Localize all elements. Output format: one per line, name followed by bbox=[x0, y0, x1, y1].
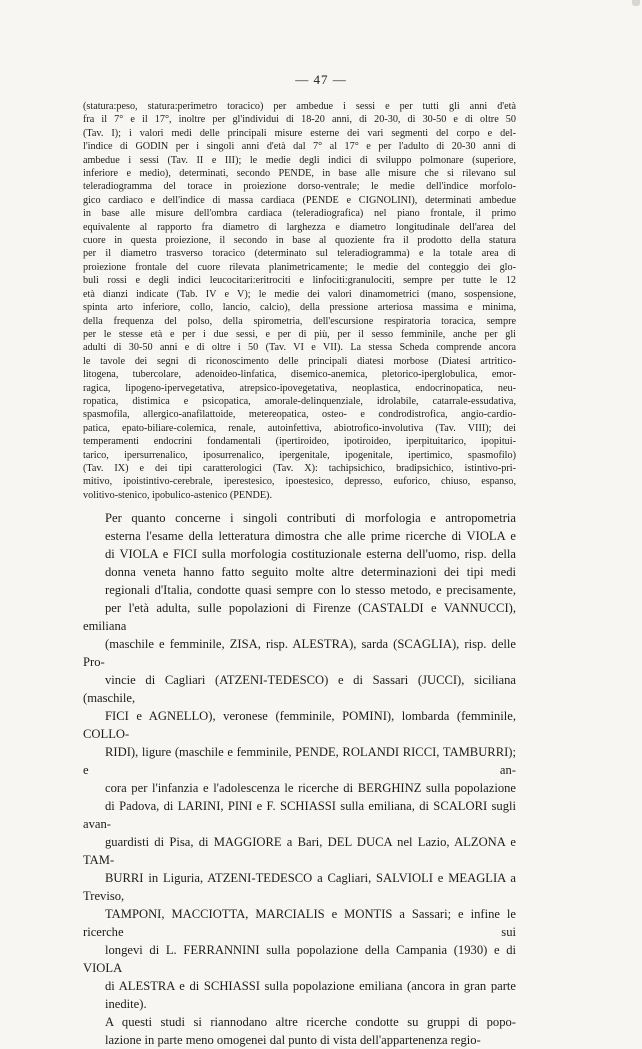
text-line: inferiore e medio), determinati, secondo PENDE, in base alle misure che si rilevano sul bbox=[83, 168, 516, 180]
page-corner-mark bbox=[632, 0, 640, 6]
text-line: RIDI), ligure (maschile e femminile, PENDE, ROLANDI RICCI, TAMBURRI); e an- bbox=[83, 745, 516, 777]
text-line: buli rossi e degli indici leucocitari:eritrociti e linfociti:granulociti, sempre per tutte le 12 bbox=[83, 275, 516, 287]
text-line: ropatica, distimica e psicopatica, amorale-delinquenziale, idrolabile, catarrale-essudativa, bbox=[83, 395, 516, 407]
text-line: le tavole dei segni di riconoscimento delle principali diatesi morbose (Diatesi artritico- bbox=[83, 355, 516, 367]
text-line: (statura:peso, statura:perimetro toracico) per ambedue i sessi e per tutti gli anni d'età bbox=[83, 101, 516, 112]
text-line: per il diametro trasverso toracico (determinato sul teleradiogramma) e la totale area di bbox=[83, 248, 516, 260]
text-line: fra il 7° e il 17°, inoltre per gl'individui di 18-20 anni, di 20-30, di 30-50 e di oltre 50 bbox=[83, 114, 516, 126]
text-line: della frequenza del polso, della spirometria, dell'escursione respiratoria toracica, sempre bbox=[83, 315, 516, 327]
text-line: cora per l'infanzia e l'adolescenza le ricerche di BERGHINZ sulla popolazione bbox=[105, 781, 516, 795]
text-line: gico cardiaco e dell'indice di massa cardiaca (PENDE e CIGNOLINI), determinati ambedue bbox=[83, 194, 516, 206]
body-text bbox=[83, 509, 516, 1049]
text-line: lazione in parte meno omogenei dal punto di vista dell'appartenenza regio- bbox=[105, 1033, 481, 1047]
text-line: litogena, tubercolare, adenoideo-linfatica, disemico-anemica, pletorico-iperglobulica, emor- bbox=[83, 369, 516, 381]
text-line: guardisti di Pisa, di MAGGIORE a Bari, DEL DUCA nel Lazio, ALZONA e TAM- bbox=[83, 835, 516, 867]
text-line: l'indice di GODIN per i singoli anni d'età dal 7° al 17° e per l'adulto di 20-30 anni di bbox=[83, 141, 516, 153]
text-line: età dianzi indicate (Tab. IV e V); le medie dei valori dinamometrici (mano, sospensione, bbox=[83, 288, 516, 300]
text-line: ambedue i sessi (Tav. II e III); le medie degli indici di sviluppo polmonare (superiore, bbox=[83, 154, 516, 166]
text-line: patica, epato-biliare-colemica, renale, autoinfettiva, abiotrofico-involutiva (Tav. VIII); dei bbox=[83, 422, 516, 434]
text-line: spinta arto inferiore, collo, lancio, calcio), della pressione arteriosa massima e minima, bbox=[83, 302, 516, 314]
text-line: Per quanto concerne i singoli contributi di morfologia e antropometria bbox=[105, 511, 516, 525]
text-line: FICI e AGNELLO), veronese (femminile, POMINI), lombarda (femminile, COLLO- bbox=[83, 709, 516, 741]
text-line: TAMPONI, MACCIOTTA, MARCIALIS e MONTIS a Sassari; e infine le ricerche sui bbox=[83, 907, 516, 939]
text-line: in base alle misure dell'ombra cardiaca (teleradiografica) nel piano frontale, il primo bbox=[83, 208, 516, 220]
page-number: — 47 — bbox=[295, 72, 347, 87]
text-line: ragica, lipogeno-ipervegetativa, atrepsico-ipovegetativa, neoplastica, endocrinopatica, neu- bbox=[83, 382, 516, 394]
text-line: tarico, ipersurrenalico, iposurrenalico, ipergenitale, ipogenitale, ipertimico, spasmofilo) bbox=[83, 449, 516, 461]
text-line: longevi di L. FERRANNINI sulla popolazione della Campania (1930) e di VIOLA bbox=[83, 943, 516, 975]
small-print-lines bbox=[83, 100, 516, 502]
text-line: vincie di Cagliari (ATZENI-TEDESCO) e di Sassari (JUCCI), siciliana (maschile, bbox=[83, 673, 516, 705]
body-paragraph-1 bbox=[83, 509, 516, 1013]
text-line: per l'età adulta, sulle popolazioni di Firenze (CASTALDI e VANNUCCI), emiliana bbox=[83, 601, 516, 633]
text-line: teleradiogramma del torace in proiezione dorso-ventrale; le medie dell'indice morfolo- bbox=[83, 181, 516, 193]
body-paragraph-2 bbox=[83, 1013, 516, 1049]
text-line: adulti di 30-50 anni e di oltre i 50 (Tav. VI e VII). La stessa Scheda comprende ancora bbox=[83, 342, 516, 354]
text-line: volitivo-stenico, ipobulico-astenico (PENDE). bbox=[83, 489, 272, 501]
text-line: spasmofila, allergico-anafilattoide, metereopatica, osteo- e condrodistrofica, angio-cardio- bbox=[83, 409, 516, 421]
text-line: di Padova, di LARINI, PINI e F. SCHIASSI sulla emiliana, di SCALORI sugli avan- bbox=[83, 799, 516, 831]
text-line: (Tav. IX) e dei tipi caratterologici (Tav. X): tachipsichico, bradipsichico, istintivo-pri- bbox=[83, 462, 516, 474]
text-line: inedite). bbox=[105, 997, 147, 1011]
text-line: di ALESTRA e di SCHIASSI sulla popolazione emiliana (ancora in gran parte bbox=[105, 979, 516, 993]
text-line: cuore in questa proiezione, il secondo in base al quoziente fra il prodotto della statura bbox=[83, 235, 516, 247]
text-line: proiezione frontale del cuore rilevata planimetricamente; le medie del conteggio dei glo- bbox=[83, 261, 516, 273]
text-line: A questi studi si riannodano altre ricerche condotte su gruppi di popo- bbox=[105, 1015, 516, 1029]
text-line: equivalente al rapporto fra diametro di larghezza e diametro longitudinale dell'area del bbox=[83, 221, 516, 233]
small-print-paragraph bbox=[83, 100, 516, 502]
text-line: BURRI in Liguria, ATZENI-TEDESCO a Cagliari, SALVIOLI e MEAGLIA a Treviso, bbox=[83, 871, 516, 903]
text-line: temperamenti endocrini fondamentali (ipertiroideo, ipotiroideo, iperpituitarico, ipopitui- bbox=[83, 436, 516, 448]
text-line: (Tav. I); i valori medi delle principali misure esterne dei vari segmenti del corpo e del- bbox=[83, 127, 516, 139]
text-line: (maschile e femminile, ZISA, risp. ALESTRA), sarda (SCAGLIA), risp. delle Pro- bbox=[83, 637, 516, 669]
text-line: per le stesse età e per i due sessi, e per di più, per il sesso femminile, anche per gli bbox=[83, 328, 516, 340]
text-line: di VIOLA e FICI sulla morfologia costituzionale esterna dell'uomo, risp. della bbox=[105, 547, 516, 561]
text-line: mitivo, ipoistintivo-cerebrale, iperestesico, ipoestesico, depresso, euforico, chiuso, espanso, bbox=[83, 476, 516, 488]
text-line: regionali d'Italia, condotte quasi sempre con lo stesso metodo, e precisamente, bbox=[105, 583, 516, 597]
text-line: donna veneta hanno fatto seguito molte altre determinazioni dei tipi medi bbox=[105, 565, 516, 579]
text-line: esterna l'esame della letteratura dimostra che alle prime ricerche di VIOLA e bbox=[105, 529, 516, 543]
